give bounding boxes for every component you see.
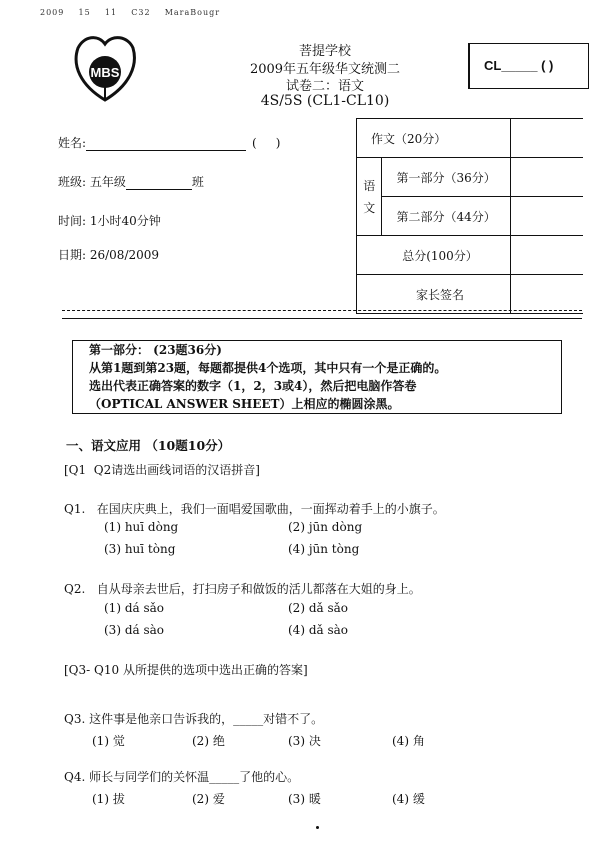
name-field bbox=[58, 134, 280, 151]
score-value-total bbox=[511, 236, 584, 275]
option[interactable]: (3) 暖 bbox=[288, 792, 321, 806]
paper-title: 试卷二：语文 bbox=[285, 79, 364, 94]
score-category: 语文 bbox=[357, 158, 382, 236]
score-value-part1 bbox=[511, 158, 584, 197]
section-note: [Q3- Q10 从所提供的选项中选出正确的答案] bbox=[64, 663, 308, 677]
instruction-line: （OPTICAL ANSWER SHEET）上相应的椭圆涂黑。 bbox=[89, 397, 400, 411]
divider-dashed bbox=[62, 310, 582, 311]
question-1: Q1. 在国庆庆典上，我们一面唱爱国歌曲，一面挥动着手上的小旗子。 bbox=[64, 502, 445, 516]
instruction-line: 选出代表正确答案的数字（1，2，3或4），然后把电脑作答卷 bbox=[89, 379, 417, 393]
option[interactable]: (1) dá sǎo bbox=[104, 601, 164, 615]
score-value-part2 bbox=[511, 197, 584, 236]
score-table bbox=[356, 118, 583, 314]
question-text: 自从母亲去世后，打扫房子和做饭的活儿都落在大姐的身上。 bbox=[96, 582, 421, 596]
question-text: 师长与同学们的关怀温_____了他的心。 bbox=[89, 770, 300, 784]
logo-text: MBS bbox=[90, 65, 120, 80]
option[interactable]: (2) 绝 bbox=[192, 734, 225, 748]
name-blank[interactable] bbox=[86, 138, 246, 151]
option[interactable]: (1) 觉 bbox=[92, 734, 125, 748]
scan-header-line: 2009 15 11 C32 MaraBougr bbox=[40, 8, 221, 17]
option[interactable]: (1) huī dòng bbox=[104, 520, 179, 534]
class-label: 班级: 五年级 bbox=[58, 175, 126, 189]
time-field: 时间: 1小时40分钟 bbox=[58, 214, 161, 228]
question-text: 这件事是他亲口告诉我的，_____对错不了。 bbox=[89, 712, 324, 726]
divider-solid bbox=[62, 318, 582, 319]
option[interactable]: (2) 爱 bbox=[192, 792, 225, 806]
instructions-box bbox=[72, 340, 562, 414]
class-field bbox=[58, 173, 204, 190]
score-row-part2: 第二部分（44分） bbox=[382, 197, 511, 236]
name-label: 姓名: bbox=[58, 136, 87, 150]
date-field: 日期: 26/08/2009 bbox=[58, 248, 160, 262]
option[interactable]: (3) dá sào bbox=[104, 623, 164, 637]
instruction-line: 第一部分： (23题36分) bbox=[89, 343, 222, 357]
option[interactable]: (1) 拔 bbox=[92, 792, 125, 806]
school-logo-icon bbox=[70, 30, 140, 102]
page-mark bbox=[316, 826, 319, 829]
class-blank[interactable] bbox=[126, 177, 192, 190]
class-number-box bbox=[468, 43, 589, 89]
score-row-part1: 第一部分（36分） bbox=[382, 158, 511, 197]
option[interactable]: (4) 缓 bbox=[392, 792, 425, 806]
instruction-line: 从第1题到第23题，每题都提供4个选项，其中只有一个是正确的。 bbox=[89, 361, 447, 375]
option[interactable]: (4) 角 bbox=[392, 734, 425, 748]
option[interactable]: (4) dǎ sào bbox=[288, 623, 348, 637]
index-paren: ( ) bbox=[252, 136, 281, 150]
score-value-parent-signature bbox=[511, 275, 584, 314]
score-value-composition bbox=[511, 119, 584, 158]
option[interactable]: (3) huī tòng bbox=[104, 542, 176, 556]
score-row-composition: 作文（20分） bbox=[357, 119, 511, 158]
option[interactable]: (3) 决 bbox=[288, 734, 321, 748]
question-3: Q3. 这件事是他亲口告诉我的，_____对错不了。 bbox=[64, 712, 324, 726]
class-suffix: 班 bbox=[191, 175, 204, 189]
exam-title: 2009年五年级华文统测二 bbox=[249, 62, 401, 77]
option[interactable]: (4) jūn tòng bbox=[288, 542, 360, 556]
question-2: Q2. 自从母亲去世后，打扫房子和做饭的活儿都落在大姐的身上。 bbox=[64, 582, 421, 596]
level-title: 4S/5S (CL1-CL10) bbox=[260, 93, 390, 109]
section-note: [Q1 Q2请选出画线词语的汉语拼音] bbox=[64, 463, 260, 477]
section-title: 一、语文应用 （10题10分） bbox=[66, 438, 231, 453]
class-number-label: CL_____ ( ) bbox=[484, 58, 554, 73]
score-row-parent-signature: 家长签名 bbox=[357, 275, 511, 314]
option[interactable]: (2) jūn dòng bbox=[288, 520, 363, 534]
school-name: 菩提学校 bbox=[298, 44, 351, 59]
option[interactable]: (2) dǎ sǎo bbox=[288, 601, 348, 615]
question-text: 在国庆庆典上，我们一面唱爱国歌曲，一面挥动着手上的小旗子。 bbox=[96, 502, 445, 516]
question-4: Q4. 师长与同学们的关怀温_____了他的心。 bbox=[64, 770, 300, 784]
score-row-total: 总分(100分） bbox=[357, 236, 511, 275]
